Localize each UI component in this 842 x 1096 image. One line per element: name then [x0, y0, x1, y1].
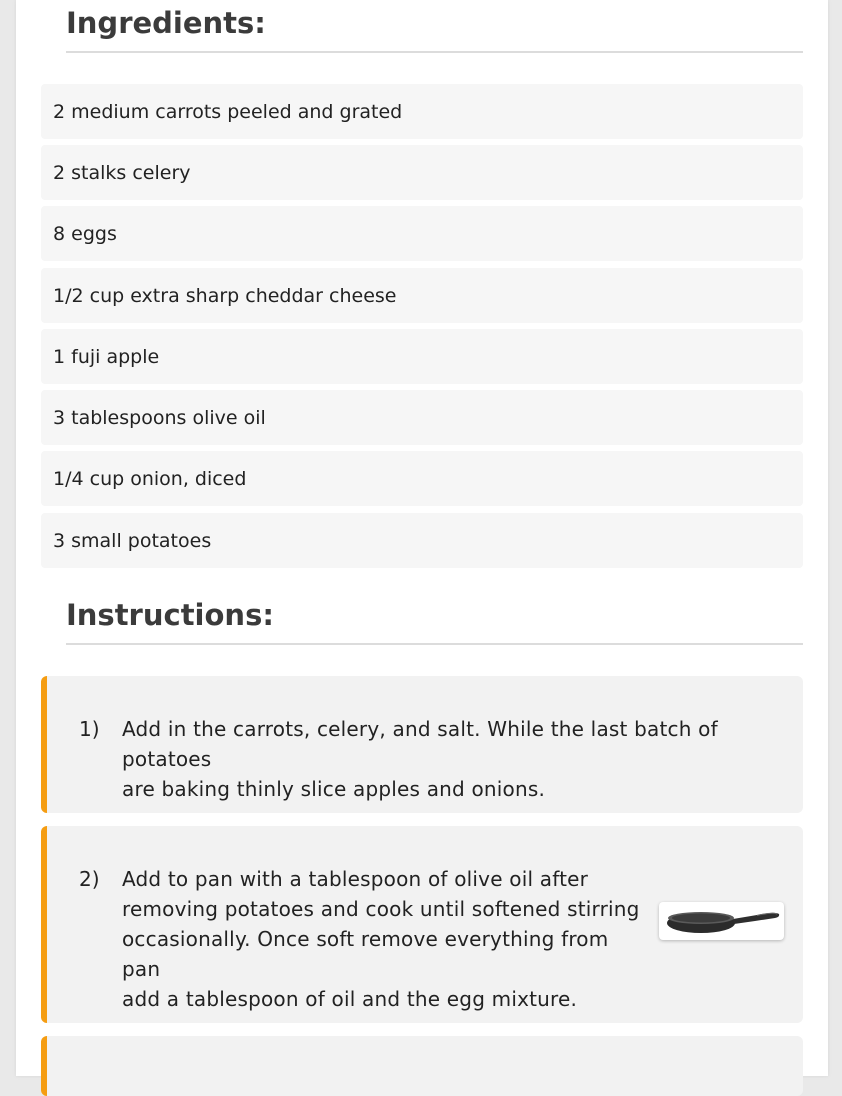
step-text-line: are baking thinly slice apples and onions.	[122, 777, 546, 801]
ingredient-item: 2 stalks celery	[41, 145, 803, 200]
instructions-divider	[66, 643, 803, 645]
step-text-line: Add in the carrots, celery, and salt. While the last batch of potatoes	[122, 717, 718, 771]
ingredient-item: 3 small potatoes	[41, 513, 803, 568]
recipe-card	[16, 0, 828, 1076]
frying-pan-icon	[659, 902, 784, 940]
ingredient-item: 1/2 cup extra sharp cheddar cheese	[41, 268, 803, 323]
step-text-line: removing potatoes and cook until softened stirring	[122, 897, 640, 921]
step-text-line: occasionally. Once soft remove everything from pan	[122, 927, 609, 981]
instruction-step	[41, 826, 803, 1023]
ingredient-item: 2 medium carrots peeled and grated	[41, 84, 803, 139]
ingredient-item: 3 tablespoons olive oil	[41, 390, 803, 445]
step-number: 1)	[79, 717, 100, 741]
step-text-line: Add to pan with a tablespoon of olive oil after	[122, 867, 589, 891]
ingredient-item: 1 fuji apple	[41, 329, 803, 384]
ingredients-divider	[66, 51, 803, 53]
instruction-step	[41, 676, 803, 813]
step-text	[122, 864, 642, 1014]
instruction-step	[41, 1036, 803, 1096]
ingredients-heading: Ingredients:	[66, 6, 266, 40]
step-number: 2)	[79, 867, 100, 891]
step-text-line: add a tablespoon of oil and the egg mixture.	[122, 987, 578, 1011]
step-image	[659, 902, 784, 940]
ingredient-item: 1/4 cup onion, diced	[41, 451, 803, 506]
ingredient-item: 8 eggs	[41, 206, 803, 261]
instructions-heading: Instructions:	[66, 598, 274, 632]
step-text	[122, 714, 802, 804]
